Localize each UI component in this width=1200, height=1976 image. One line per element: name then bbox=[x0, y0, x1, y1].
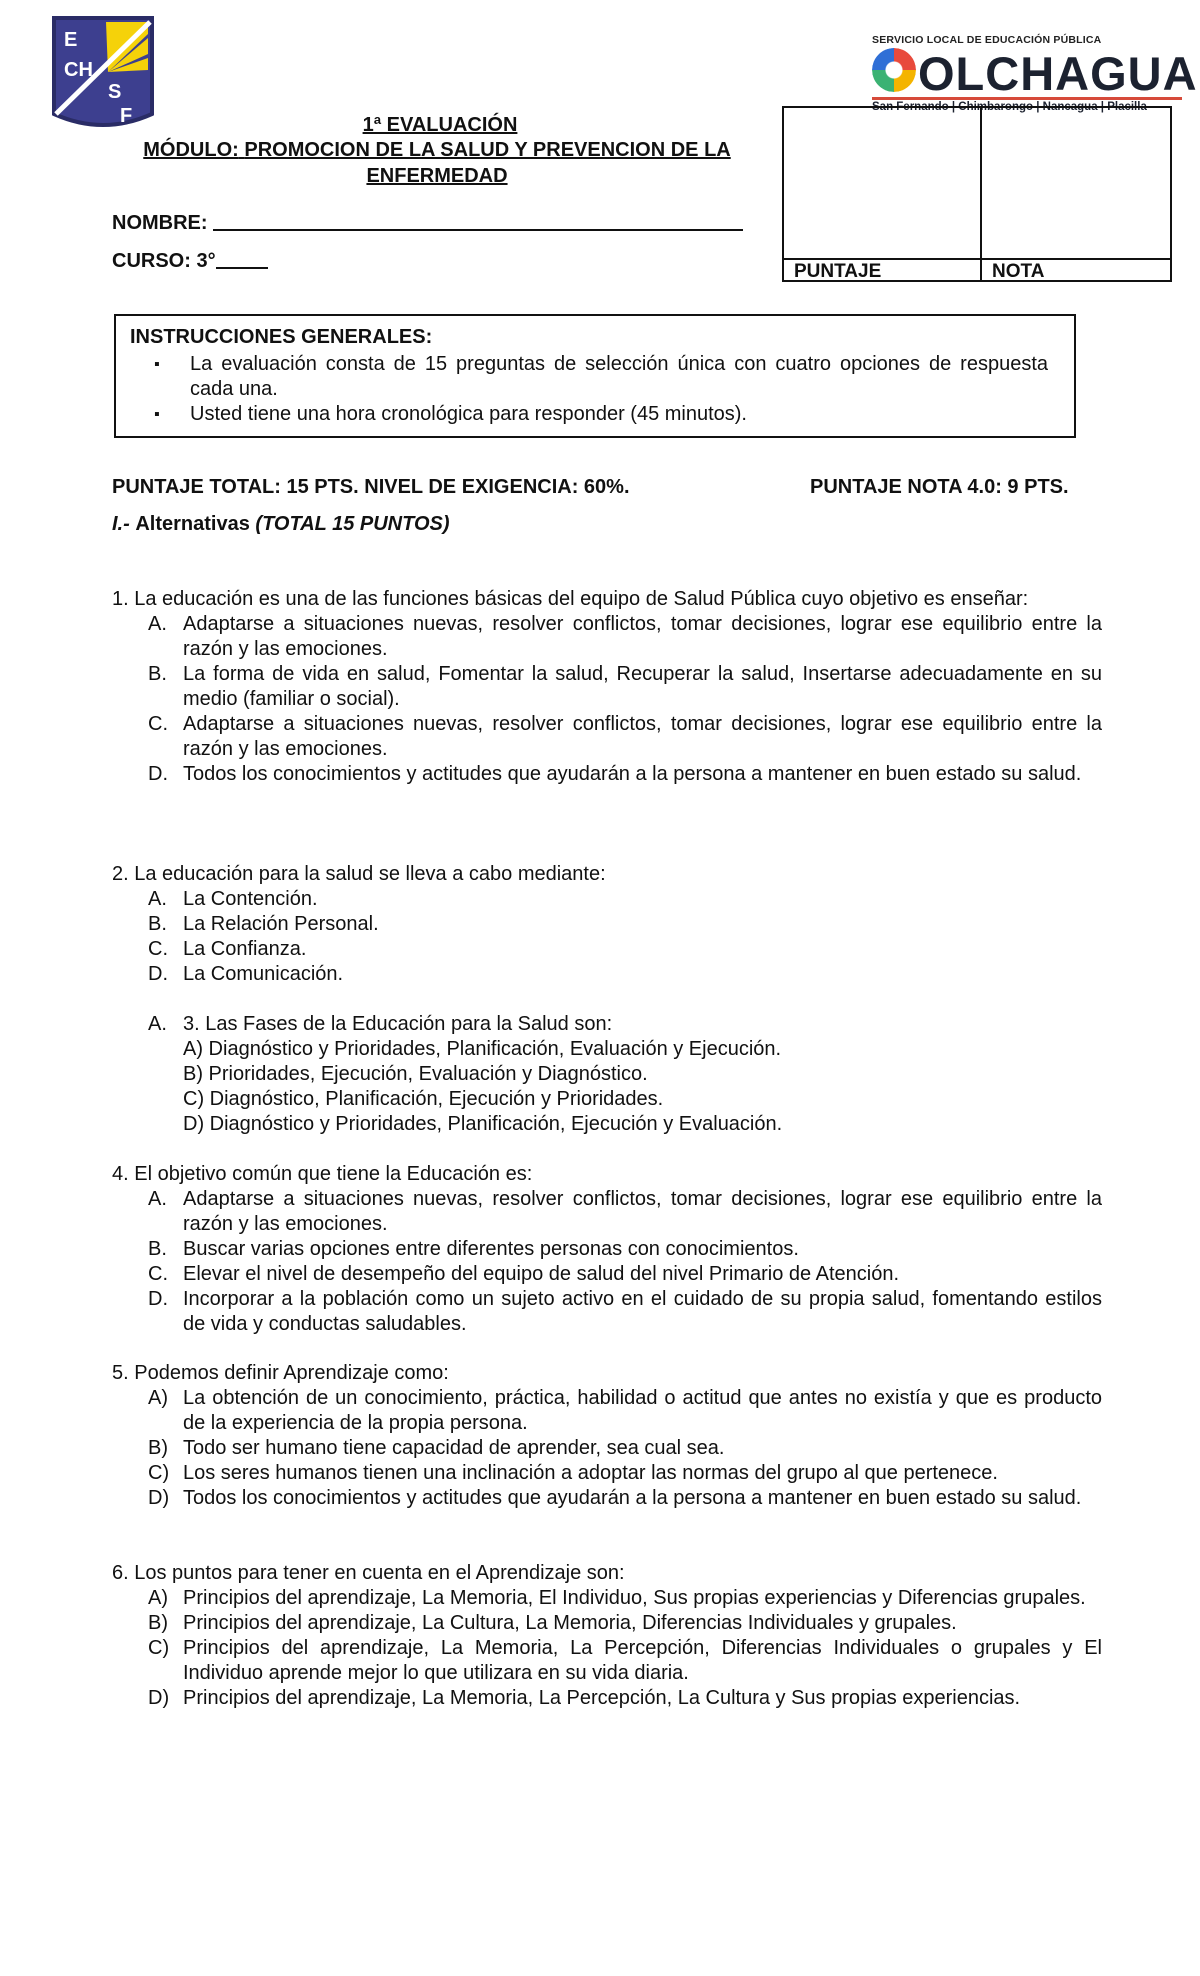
option-text: La Confianza. bbox=[183, 938, 307, 960]
course-line bbox=[112, 250, 268, 273]
option-text: Adaptarse a situaciones nuevas, resolver conflictos, tomar decisiones, lograr ese equilibrio entre la razón y las emociones. bbox=[183, 613, 1102, 660]
option-text: La Comunicación. bbox=[183, 963, 344, 985]
module-title bbox=[112, 137, 762, 189]
option-c[interactable] bbox=[112, 1461, 1102, 1486]
score-table bbox=[782, 106, 1172, 282]
option-text: Adaptarse a situaciones nuevas, resolver conflictos, tomar decisiones, lograr ese equilibrio entre la razón y las emociones. bbox=[183, 1188, 1102, 1235]
option-mark: C) bbox=[148, 1637, 170, 1659]
module-label: MÓDULO: bbox=[143, 139, 239, 161]
option-text: Principios del aprendizaje, La Memoria, La Percepción, Diferencias Individuales o grupales y El Individuo aprende mejor lo que utilizara en su vida diaria. bbox=[183, 1637, 1102, 1684]
name-blank[interactable] bbox=[213, 229, 743, 231]
option-c[interactable]: C) Diagnóstico, Planificación, Ejecución y Prioridades. bbox=[183, 1088, 664, 1110]
crest-letter-e: E bbox=[64, 29, 78, 51]
option-mark: C. bbox=[148, 938, 168, 960]
name-label: NOMBRE: bbox=[112, 212, 208, 234]
option-c[interactable] bbox=[112, 937, 1102, 962]
options-list bbox=[112, 1012, 1102, 1037]
option-b[interactable]: B) Prioridades, Ejecución, Evaluación y Diagnóstico. bbox=[183, 1063, 648, 1085]
option-b[interactable] bbox=[112, 662, 1102, 712]
crest-letter-f: F bbox=[120, 105, 133, 127]
option-text: Todos los conocimientos y actitudes que ayudarán a la persona a mantener en buen estado su salud. bbox=[183, 1487, 1082, 1509]
pass-score-text: PUNTAJE NOTA 4.0: 9 PTS. bbox=[810, 476, 1069, 498]
option-b[interactable] bbox=[112, 1436, 1102, 1461]
option-text: Todo ser humano tiene capacidad de aprender, sea cual sea. bbox=[183, 1437, 725, 1459]
question-2 bbox=[112, 862, 1102, 987]
option-c[interactable] bbox=[112, 1262, 1102, 1287]
section-name: Alternativas bbox=[135, 513, 256, 535]
option-text: Principios del aprendizaje, La Memoria, La Percepción, La Cultura y Sus propias experiencias. bbox=[183, 1687, 1021, 1709]
question-stem: 1. La educación es una de las funciones básicas del equipo de Salud Pública cuyo objetivo es enseñar: bbox=[112, 588, 1029, 610]
option-b[interactable] bbox=[112, 1237, 1102, 1262]
option-text: Elevar el nivel de desempeño del equipo de salud del nivel Primario de Atención. bbox=[183, 1263, 900, 1285]
option-text: Incorporar a la población como un sujeto activo en el cuidado de su propia salud, fomentando estilos de vida y conductas saludables. bbox=[183, 1288, 1102, 1335]
options-list bbox=[112, 1386, 1102, 1511]
module-name: PROMOCION DE LA SALUD Y PREVENCION DE LA ENFERMEDAD bbox=[244, 139, 731, 187]
instruction-item: ▪ Usted tiene una hora cronológica para responder (45 minutos). bbox=[190, 402, 1048, 427]
option-mark: D. bbox=[148, 763, 168, 785]
course-label: CURSO: 3° bbox=[112, 250, 216, 272]
option-mark: D. bbox=[148, 1288, 168, 1310]
option-mark: A) bbox=[148, 1587, 168, 1609]
logo-service-text: SERVICIO LOCAL DE EDUCACIÓN PÚBLICA bbox=[872, 34, 1102, 46]
option-mark: A. bbox=[148, 613, 167, 635]
question-stem: 4. El objetivo común que tiene la Educación es: bbox=[112, 1163, 533, 1185]
option-text: La obtención de un conocimiento, práctica, habilidad o actitud que antes no existía y que es producto de la experiencia de la propia persona. bbox=[183, 1387, 1102, 1434]
instructions-box bbox=[114, 314, 1076, 438]
score-table-divider bbox=[980, 108, 982, 280]
options-list bbox=[112, 1586, 1102, 1711]
logo-name-text: OLCHAGUA bbox=[918, 47, 1198, 100]
option-mark: B. bbox=[148, 913, 167, 935]
colchagua-logo bbox=[872, 34, 1198, 113]
option-b[interactable] bbox=[112, 912, 1102, 937]
option-mark: D) bbox=[148, 1487, 170, 1509]
option-text: Todos los conocimientos y actitudes que ayudarán a la persona a mantener en buen estado su salud. bbox=[183, 763, 1082, 785]
options-list bbox=[112, 612, 1102, 787]
logo-name bbox=[872, 47, 1198, 100]
option-b[interactable] bbox=[112, 1611, 1102, 1636]
question-stem: 2. La educación para la salud se lleva a cabo mediante: bbox=[112, 863, 606, 885]
grade-label: NOTA bbox=[992, 261, 1045, 282]
question-stem: 3. Las Fases de la Educación para la Salud son: bbox=[183, 1013, 613, 1035]
option-mark: D. bbox=[148, 963, 168, 985]
logo-c-ring-icon bbox=[872, 48, 916, 92]
section-heading bbox=[112, 513, 450, 536]
instructions-title: INSTRUCCIONES GENERALES: bbox=[130, 326, 433, 348]
option-a[interactable] bbox=[112, 1187, 1102, 1237]
question-3 bbox=[112, 1012, 1102, 1137]
option-a[interactable] bbox=[112, 887, 1102, 912]
options-list bbox=[112, 1187, 1102, 1337]
question-3-item bbox=[112, 1012, 1102, 1037]
option-text: Buscar varias opciones entre diferentes personas con conocimientos. bbox=[183, 1238, 799, 1260]
section-total: (TOTAL 15 PUNTOS) bbox=[255, 513, 450, 535]
option-mark: B. bbox=[148, 1238, 167, 1260]
option-mark: B. bbox=[148, 663, 167, 685]
option-d[interactable] bbox=[112, 1486, 1102, 1511]
crest-letter-ch: CH bbox=[64, 59, 93, 81]
option-mark: B) bbox=[148, 1612, 168, 1634]
score-table-label-row bbox=[784, 258, 1170, 260]
option-mark: A. bbox=[148, 1013, 167, 1035]
evaluation-title: 1ª EVALUACIÓN bbox=[362, 114, 518, 136]
crest-letter-s: S bbox=[108, 81, 122, 103]
option-mark: C) bbox=[148, 1462, 170, 1484]
question-3-options bbox=[112, 1037, 1102, 1137]
option-mark: A. bbox=[148, 1188, 167, 1210]
option-d[interactable] bbox=[112, 962, 1102, 987]
option-a[interactable]: A) Diagnóstico y Prioridades, Planificación, Evaluación y Ejecución. bbox=[183, 1038, 782, 1060]
option-d[interactable] bbox=[112, 1686, 1102, 1711]
option-mark: D) bbox=[148, 1687, 170, 1709]
option-text: Principios del aprendizaje, La Cultura, La Memoria, Diferencias Individuales y grupales. bbox=[183, 1612, 957, 1634]
option-text: Principios del aprendizaje, La Memoria, El Individuo, Sus propias experiencias y Diferencias grupales. bbox=[183, 1587, 1086, 1609]
question-6 bbox=[112, 1561, 1102, 1711]
option-mark: C. bbox=[148, 713, 168, 735]
score-label: PUNTAJE bbox=[794, 261, 882, 282]
question-5 bbox=[112, 1361, 1102, 1511]
instruction-item: ▪ La evaluación consta de 15 preguntas de selección única con cuatro opciones de respuesta cada una. bbox=[190, 352, 1048, 402]
option-text: La Relación Personal. bbox=[183, 913, 379, 935]
question-stem: 5. Podemos definir Aprendizaje como: bbox=[112, 1362, 449, 1384]
option-mark: B) bbox=[148, 1437, 168, 1459]
option-d[interactable] bbox=[112, 762, 1102, 787]
options-list bbox=[112, 887, 1102, 987]
name-line bbox=[112, 212, 743, 235]
question-4 bbox=[112, 1162, 1102, 1337]
option-c[interactable] bbox=[112, 712, 1102, 762]
option-a[interactable] bbox=[112, 1586, 1102, 1611]
option-text: Adaptarse a situaciones nuevas, resolver conflictos, tomar decisiones, lograr ese equilibrio entre la razón y las emociones. bbox=[183, 713, 1102, 760]
option-mark: C. bbox=[148, 1263, 168, 1285]
option-text: La forma de vida en salud, Fomentar la salud, Recuperar la salud, Insertarse adecuadamente en su medio (familiar o social). bbox=[183, 663, 1102, 710]
option-d[interactable] bbox=[112, 1287, 1102, 1337]
total-score-text: PUNTAJE TOTAL: 15 PTS. NIVEL DE EXIGENCIA: 60%. bbox=[112, 476, 630, 498]
option-mark: A) bbox=[148, 1387, 168, 1409]
course-blank[interactable] bbox=[216, 267, 268, 269]
option-a[interactable] bbox=[112, 1386, 1102, 1436]
instructions-list bbox=[190, 352, 1048, 427]
option-text: La Contención. bbox=[183, 888, 318, 910]
logo-communes: San Fernando | Chimbarongo | Nancagua | Placilla bbox=[872, 97, 1182, 113]
option-text: Los seres humanos tienen una inclinación a adoptar las normas del grupo al que pertenece. bbox=[183, 1462, 998, 1484]
option-mark: A. bbox=[148, 888, 167, 910]
question-stem: 6. Los puntos para tener en cuenta en el Aprendizaje son: bbox=[112, 1562, 625, 1584]
option-c[interactable] bbox=[112, 1636, 1102, 1686]
option-d[interactable]: D) Diagnóstico y Prioridades, Planificación, Ejecución y Evaluación. bbox=[183, 1113, 783, 1135]
question-1 bbox=[112, 587, 1102, 787]
option-a[interactable] bbox=[112, 612, 1102, 662]
section-prefix: I.- bbox=[112, 513, 136, 535]
